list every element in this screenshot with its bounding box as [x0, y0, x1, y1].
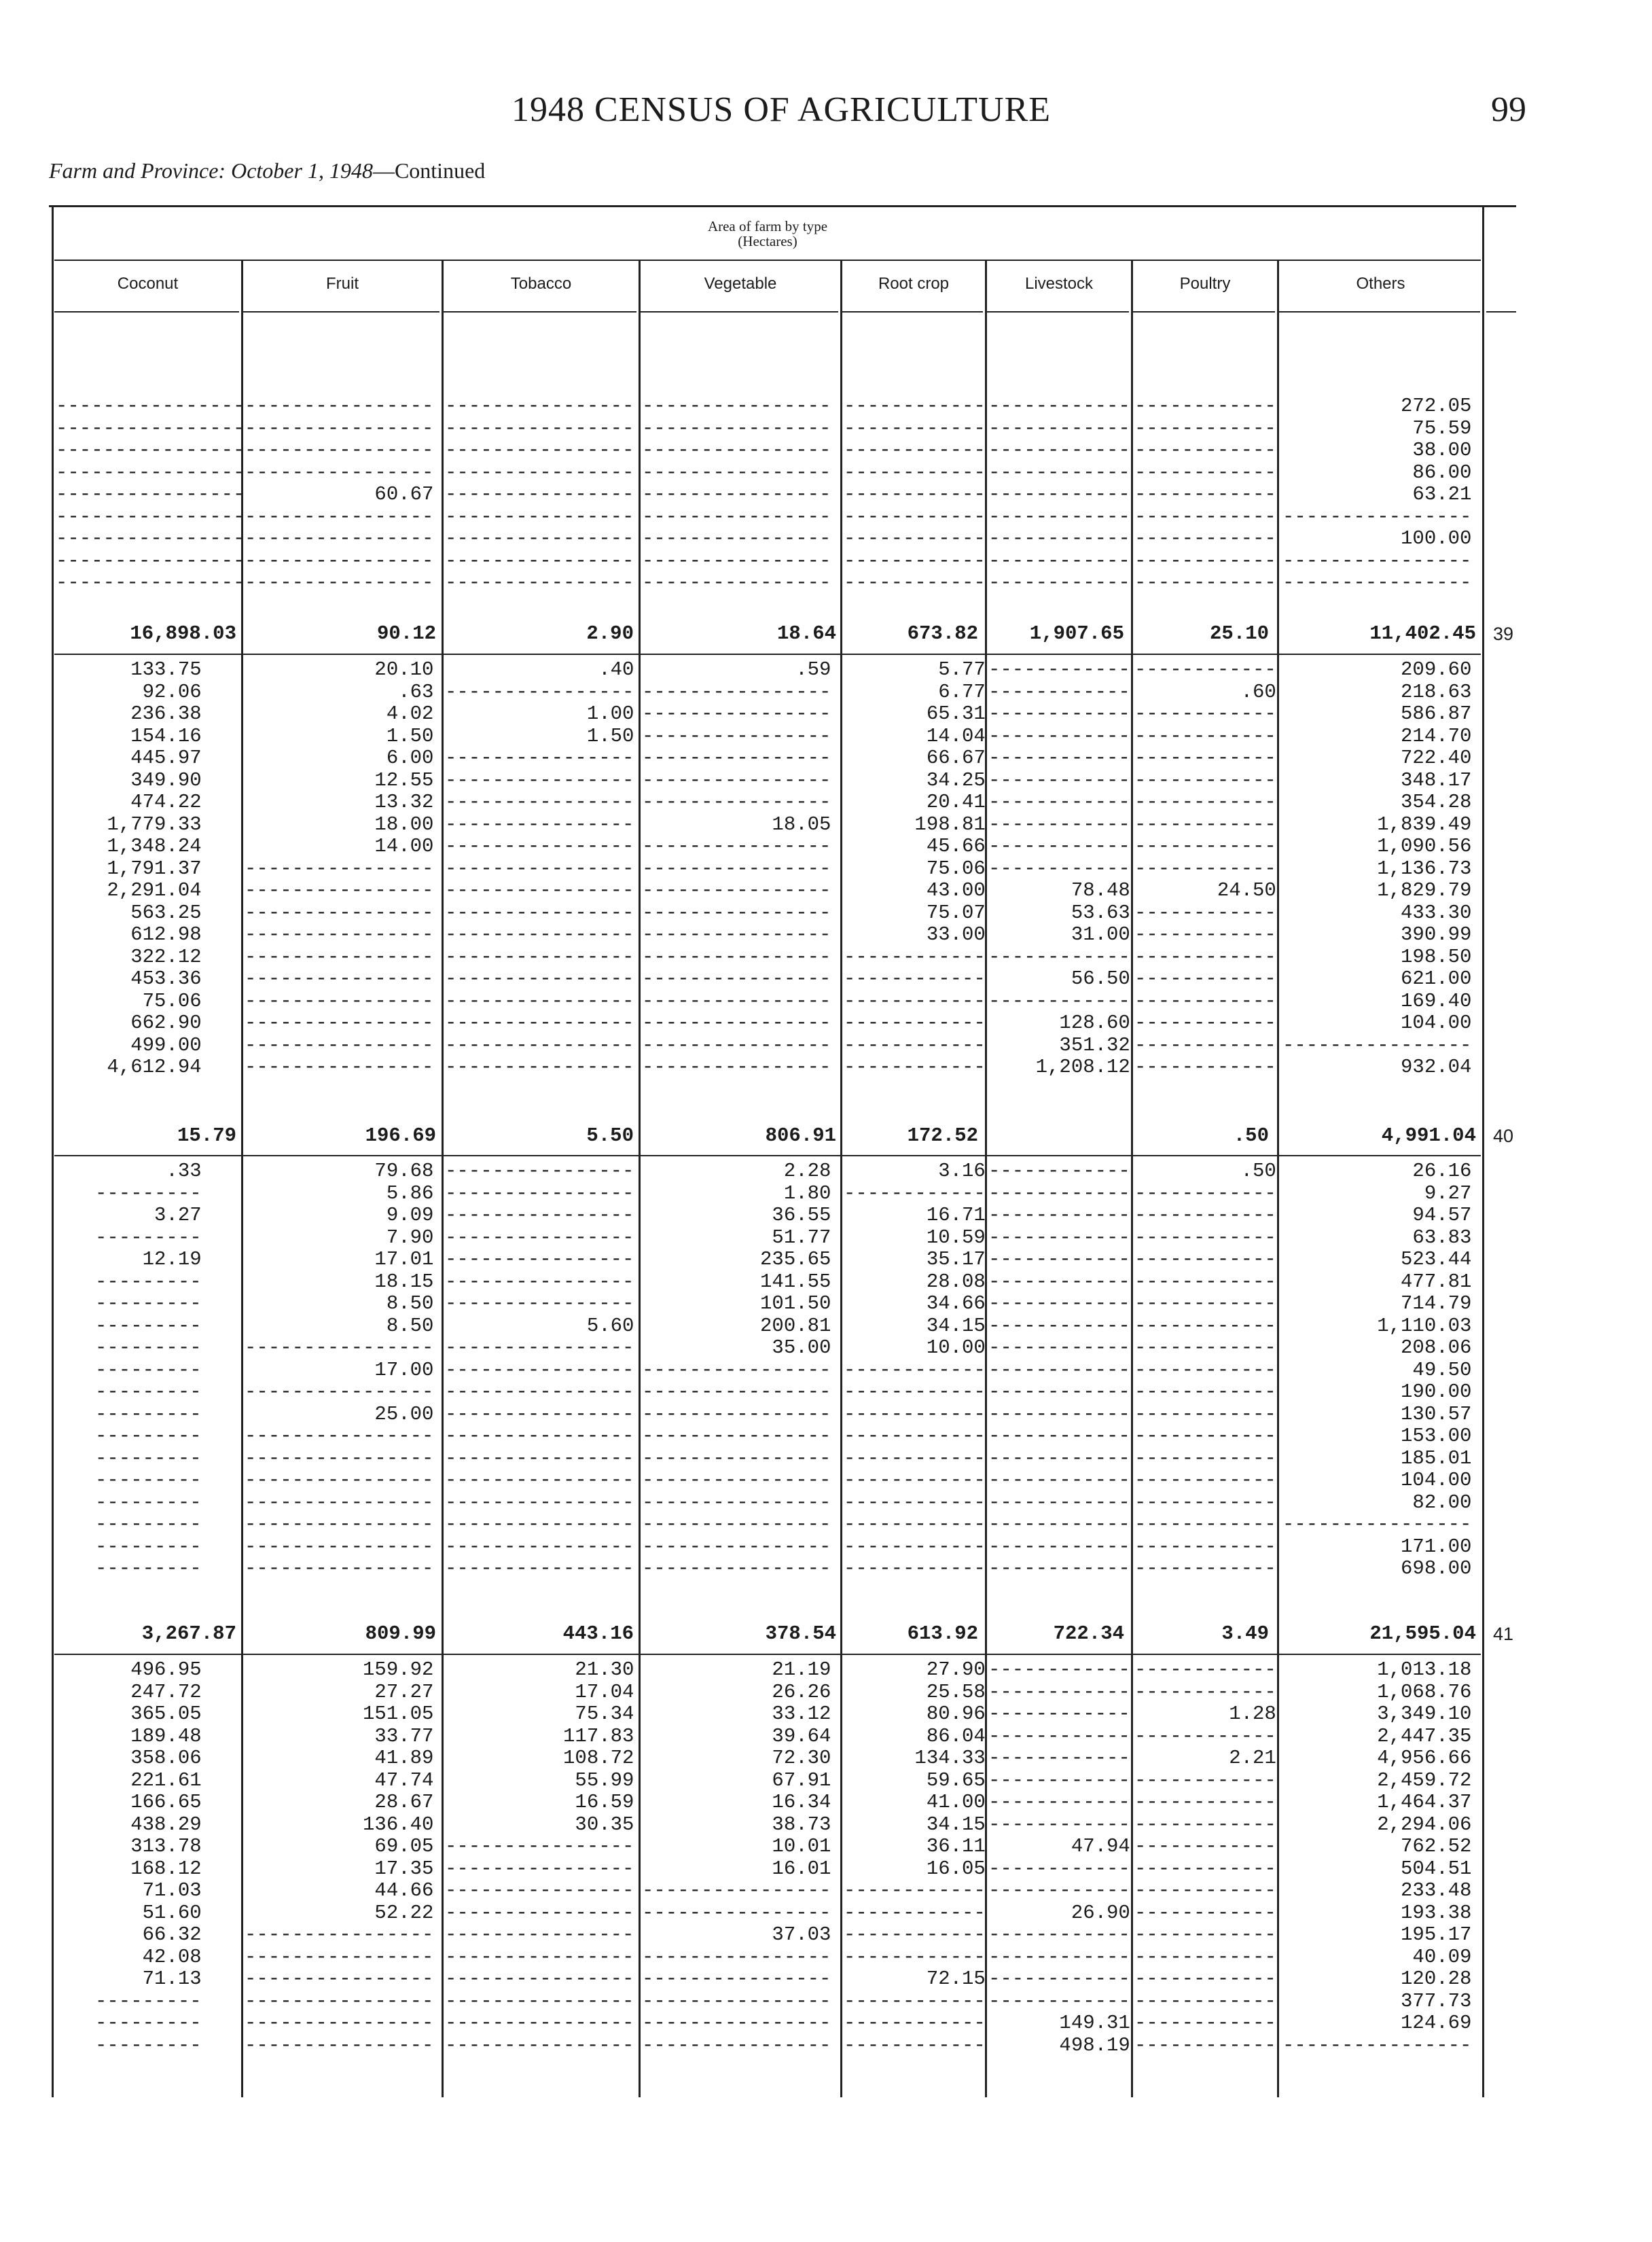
column-divider [1131, 261, 1133, 2097]
header-underline [987, 311, 1129, 313]
table-right-border [1482, 205, 1484, 2097]
table-top-rule [49, 205, 1516, 207]
cell-column-root-crop: 5.77 6.77 65.31 14.04 66.67 34.25 20.41 198.81 45.66 75.06 43.00 75.07 33.00 ------------ ------------ ------------ ------------ ------------ ------------ [844, 658, 986, 1078]
total-root-crop: 172.52 [907, 1124, 978, 1147]
cell-column-poultry: ------------ ------------ ------------ ------------ ------------ ------------ ------------ ------------ ------------ [1134, 395, 1276, 594]
cell-column-poultry: ------------ .60 ------------ ------------ ------------ ------------ ------------ ------------ ------------ ------------ 24.50 ------------ ------------ ------------ ------------ ------------ ------------ ------------ ------------ [1134, 658, 1276, 1078]
header-underline [842, 311, 983, 313]
cell-column-livestock: ------------ ------------ ------------ ------------ ------------ ------------ ------------ ------------ 47.94 ------------ ------------ 26.90 ------------ ------------ ------------ ------------ 149.31 498.19 [988, 1658, 1130, 2057]
cell-column-root-crop: 3.16 ------------ 16.71 10.59 35.17 28.08 34.66 34.15 10.00 ------------ ------------ ------------ ------------ ------------ ------------ ------------ ------------ ------------ ------------ [844, 1160, 986, 1580]
header-underline [1133, 311, 1275, 313]
total-livestock: 722.34 [1053, 1622, 1124, 1645]
cell-column-fruit: 79.68 5.86 9.09 7.90 17.01 18.15 8.50 8.50 ---------------- 17.00 ---------------- 25.00 ---------------- ---------------- ---------------- ---------------- ---------------- ---------------- ---------------- [245, 1160, 434, 1580]
cell-column-coconut: 496.95 247.72 365.05 189.48 358.06 221.61 166.65 438.29 313.78 168.12 71.03 51.60 66.32 42.08 71.13 --------- --------- --------- [95, 1658, 202, 2057]
super-header-unit: (Hectares) [738, 233, 797, 249]
cell-column-fruit: 159.92 27.27 151.05 33.77 41.89 47.74 28.67 136.40 69.05 17.35 44.66 52.22 ---------------- ---------------- ---------------- ---------------- ---------------- ---------------- [245, 1658, 434, 2057]
cell-column-vegetable: 2.28 1.80 36.55 51.77 235.65 141.55 101.50 200.81 35.00 ---------------- ---------------- ---------------- ---------------- ---------------- ---------------- ---------------- ---------------- ---------------- ---------------- [642, 1160, 831, 1580]
page-number: 99 [1491, 90, 1526, 129]
column-header-poultry: Poultry [1179, 274, 1231, 293]
table-subtitle [49, 158, 485, 183]
column-divider [639, 261, 641, 2097]
cell-column-livestock: ------------ ------------ ------------ ------------ ------------ ------------ ------------ ------------ ------------ ------------ ------------ ------------ ------------ ------------ ------------ ------------ ------------ ------------ ------------ [988, 1160, 1130, 1580]
super-header [652, 219, 883, 249]
total-rule [54, 1155, 1481, 1156]
column-divider [442, 261, 444, 2097]
super-header-rule [54, 260, 1481, 261]
total-vegetable: 378.54 [765, 1622, 836, 1645]
total-vegetable: 18.64 [776, 622, 836, 645]
row-number: 41 [1493, 1624, 1514, 1644]
cell-column-livestock: ------------ ------------ ------------ ------------ ------------ ------------ ------------ ------------ ------------ ------------ 78.48 53.63 31.00 ------------ 56.50 ------------ 128.60 351.32 1,208.12 [988, 658, 1130, 1078]
cell-column-poultry: .50 ------------ ------------ ------------ ------------ ------------ ------------ ------------ ------------ ------------ ------------ ------------ ------------ ------------ ------------ ------------ ------------ ------------ ------------ [1134, 1160, 1276, 1580]
cell-column-poultry: ------------ ------------ 1.28 ------------ 2.21 ------------ ------------ ------------ ------------ ------------ ------------ ------------ ------------ ------------ ------------ ------------ ------------ ------------ [1134, 1658, 1276, 2057]
cell-column-others: 272.05 75.59 38.00 86.00 63.21 ---------------- 100.00 ---------------- ---------------- [1282, 395, 1472, 594]
total-poultry: 25.10 [1209, 622, 1269, 645]
total-others: 11,402.45 [1369, 622, 1476, 645]
subtitle-continued: —Continued [372, 158, 486, 183]
total-coconut: 15.79 [177, 1124, 236, 1147]
cell-column-others: 1,013.18 1,068.76 3,349.10 2,447.35 4,956.66 2,459.72 1,464.37 2,294.06 762.52 504.51 233.48 193.38 195.17 40.09 120.28 377.73 124.69 ---------------- [1282, 1658, 1472, 2057]
total-fruit: 809.99 [365, 1622, 436, 1645]
total-root-crop: 613.92 [907, 1622, 978, 1645]
total-livestock: 1,907.65 [1029, 622, 1124, 645]
total-tobacco: 443.16 [562, 1622, 634, 1645]
total-rule [54, 654, 1481, 655]
header-underline [1486, 311, 1516, 313]
total-fruit: 196.69 [365, 1124, 436, 1147]
total-root-crop: 673.82 [907, 622, 978, 645]
cell-column-tobacco: ---------------- ---------------- ---------------- ---------------- ---------------- ---------------- ---------------- ---------------- ---------------- [445, 395, 634, 594]
header-underline [1279, 311, 1480, 313]
cell-column-root-crop: ------------ ------------ ------------ ------------ ------------ ------------ ------------ ------------ ------------ [844, 395, 986, 594]
column-header-tobacco: Tobacco [510, 274, 572, 293]
total-fruit: 90.12 [376, 622, 436, 645]
super-header-title: Area of farm by type [707, 218, 828, 234]
column-header-root-crop: Root crop [878, 274, 950, 293]
total-others: 21,595.04 [1369, 1622, 1476, 1645]
cell-column-coconut: ---------------- ---------------- ---------------- ---------------- ---------------- ---------------- ---------------- ---------------- ---------------- [56, 395, 245, 594]
header-underline [54, 311, 239, 313]
cell-column-vegetable: .59 ---------------- ---------------- ---------------- ---------------- ---------------- ---------------- 18.05 ---------------- ---------------- ---------------- ---------------- ---------------- ---------------- ---------------- ---------------- ---------------- ---------------- ---------------- [642, 658, 831, 1078]
header-underline [641, 311, 838, 313]
cell-column-fruit: ---------------- ---------------- ---------------- ---------------- 60.67 ---------------- ---------------- ---------------- ---------------- [245, 395, 434, 594]
cell-column-vegetable: ---------------- ---------------- ---------------- ---------------- ---------------- ---------------- ---------------- ---------------- ---------------- [642, 395, 831, 594]
total-poultry: .50 [1233, 1124, 1269, 1147]
cell-column-tobacco: ---------------- ---------------- ---------------- ---------------- ---------------- ---------------- ---------------- 5.60 ---------------- ---------------- ---------------- ---------------- ---------------- ---------------- ---------------- ---------------- ---------------- ---------------- ---------------- [445, 1160, 634, 1580]
column-divider [1277, 261, 1279, 2097]
total-tobacco: 5.50 [586, 1124, 634, 1147]
column-header-livestock: Livestock [1024, 274, 1094, 293]
total-vegetable: 806.91 [765, 1124, 836, 1147]
cell-column-others: 26.16 9.27 94.57 63.83 523.44 477.81 714.79 1,110.03 208.06 49.50 190.00 130.57 153.00 185.01 104.00 82.00 ---------------- 171.00 698.00 [1282, 1160, 1472, 1580]
total-coconut: 16,898.03 [130, 622, 236, 645]
cell-column-tobacco: 21.30 17.04 75.34 117.83 108.72 55.99 16.59 30.35 ---------------- ---------------- ---------------- ---------------- ---------------- ---------------- ---------------- ---------------- ---------------- ---------------- [445, 1658, 634, 2057]
column-header-fruit: Fruit [326, 274, 359, 293]
column-header-others: Others [1356, 274, 1405, 293]
header-underline [444, 311, 636, 313]
cell-column-root-crop: 27.90 25.58 80.96 86.04 134.33 59.65 41.00 34.15 36.11 16.05 ------------ ------------ ------------ ------------ 72.15 ------------ ------------ ------------ [844, 1658, 986, 2057]
column-divider [840, 261, 842, 2097]
cell-column-vegetable: 21.19 26.26 33.12 39.64 72.30 67.91 16.34 38.73 10.01 16.01 ---------------- ---------------- 37.03 ---------------- ---------------- ---------------- ---------------- ---------------- [642, 1658, 831, 2057]
total-coconut: 3,267.87 [141, 1622, 236, 1645]
subtitle-italic: Farm and Province: October 1, 1948 [49, 158, 373, 183]
total-poultry: 3.49 [1221, 1622, 1269, 1645]
column-header-coconut: Coconut [117, 274, 179, 293]
page-title: 1948 CENSUS OF AGRICULTURE [511, 90, 1052, 129]
column-header-vegetable: Vegetable [704, 274, 777, 293]
row-number: 40 [1493, 1126, 1514, 1146]
cell-column-coconut: 133.75 92.06 236.38 154.16 445.97 349.90 474.22 1,779.33 1,348.24 1,791.37 2,291.04 563.25 612.98 322.12 453.36 75.06 662.90 499.00 4,612.94 [107, 658, 202, 1078]
cell-column-others: 209.60 218.63 586.87 214.70 722.40 348.17 354.28 1,839.49 1,090.56 1,136.73 1,829.79 433.30 390.99 198.50 621.00 169.40 104.00 ---------------- 932.04 [1282, 658, 1472, 1078]
total-rule [54, 1654, 1481, 1655]
table-left-border [52, 205, 54, 2097]
total-others: 4,991.04 [1381, 1124, 1476, 1147]
total-tobacco: 2.90 [586, 622, 634, 645]
cell-column-fruit: 20.10 .63 4.02 1.50 6.00 12.55 13.32 18.00 14.00 ---------------- ---------------- ---------------- ---------------- ---------------- ---------------- ---------------- ---------------- ---------------- ---------------- [245, 658, 434, 1078]
cell-column-tobacco: .40 ---------------- 1.00 1.50 ---------------- ---------------- ---------------- ---------------- ---------------- ---------------- ---------------- ---------------- ---------------- ---------------- ---------------- ---------------- ---------------- ---------------- ---------------- [445, 658, 634, 1078]
cell-column-livestock: ------------ ------------ ------------ ------------ ------------ ------------ ------------ ------------ ------------ [988, 395, 1130, 594]
header-underline [243, 311, 439, 313]
row-number: 39 [1493, 624, 1514, 644]
cell-column-coconut: .33 --------- 3.27 --------- 12.19 --------- --------- --------- --------- --------- --------- --------- --------- --------- --------- --------- --------- --------- --------- [95, 1160, 202, 1580]
